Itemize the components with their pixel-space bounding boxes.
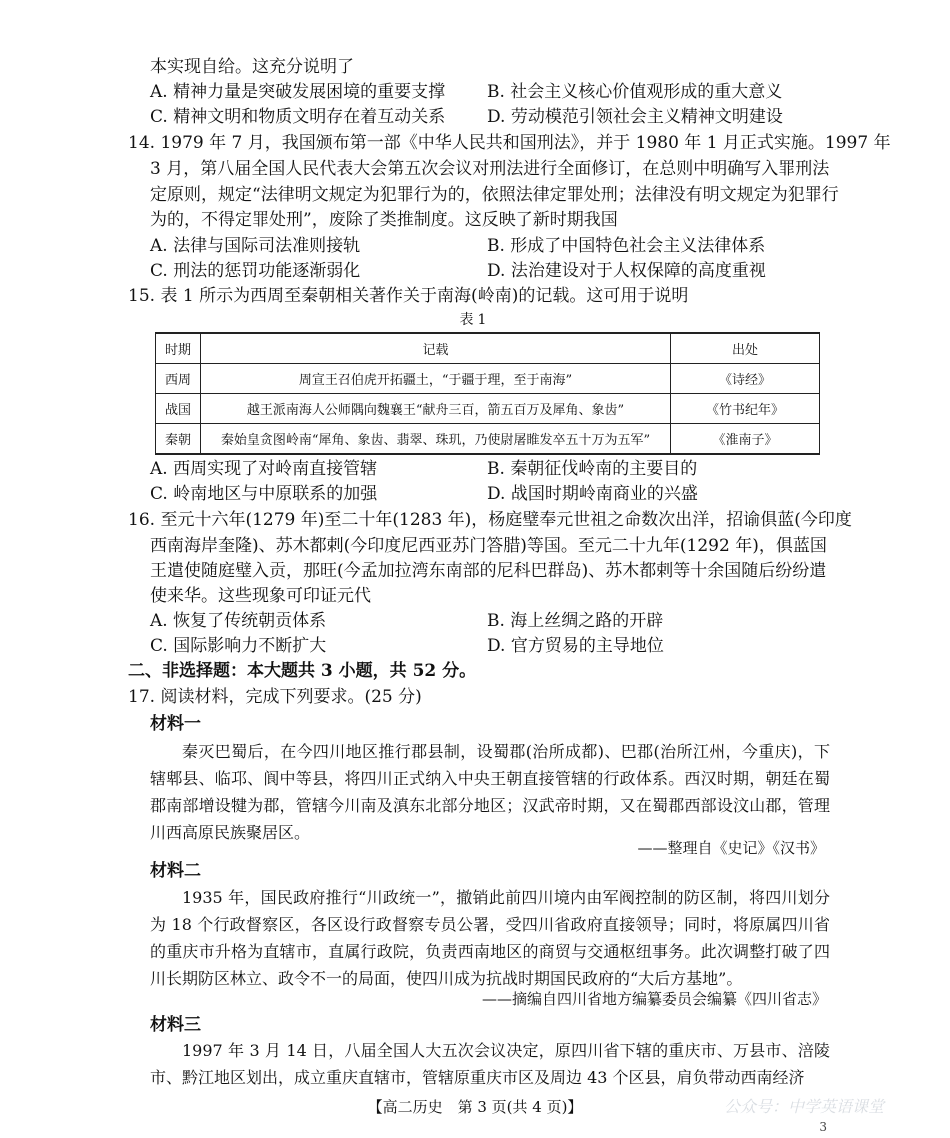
records-table: [155, 332, 820, 455]
q16-option-a: A. 恢复了传统朝贡体系: [150, 611, 327, 631]
page-footer: 【高二历史 第 3 页(共 4 页)】: [367, 1098, 583, 1116]
table-cell: 秦朝: [156, 424, 201, 455]
q15-option-d: D. 战国时期岭南商业的兴盛: [487, 484, 698, 504]
watermark: 公众号：中学英语课堂: [723, 1097, 884, 1116]
q16-stem-line-4: 使来华。这些现象可印证元代: [150, 586, 371, 606]
table-cell: 战国: [156, 394, 201, 424]
table-header-cell: 出处: [671, 333, 820, 364]
q15-option-a: A. 西周实现了对岭南直接管辖: [150, 459, 378, 479]
q14-option-c: C. 刑法的惩罚功能逐渐弱化: [150, 261, 361, 281]
page-number: 3: [819, 1120, 827, 1134]
material-2-source: ——摘编自四川省地方编纂委员会编纂《四川省志》: [481, 990, 827, 1008]
q14-stem-line-1: 14. 1979 年 7 月，我国颁布第一部《中华人民共和国刑法》，并于 1980 年 1 月正式实施。1997 年: [128, 133, 891, 153]
material-1-body: [150, 738, 830, 846]
material-3-text: 1997 年 3 月 14 日，八届全国人大五次会议决定，原四川省下辖的重庆市、万县市、涪陵市、黔江地区划出，成立重庆直辖市，管辖原重庆市区及周边 43 个区县，肩负带动西南经济: [150, 1041, 830, 1087]
material-3-body: [150, 1037, 830, 1091]
material-3-title: 材料三: [150, 1015, 201, 1035]
q15-option-c: C. 岭南地区与中原联系的加强: [150, 484, 378, 504]
table-header-row: [156, 333, 820, 364]
table-cell: 西周: [156, 364, 201, 394]
q13-option-b: B. 社会主义核心价值观形成的重大意义: [487, 82, 783, 102]
table-row: [156, 424, 820, 455]
q13-option-d: D. 劳动模范引领社会主义精神文明建设: [487, 107, 783, 127]
table-cell: 越王派南海人公师隅向魏襄王“献舟三百，箭五百万及犀角、象齿”: [201, 394, 671, 424]
q14-stem-line-2: 3 月，第八届全国人民代表大会第五次会议对刑法进行全面修订，在总则中明确写入罪刑法: [150, 159, 830, 179]
q16-option-b: B. 海上丝绸之路的开辟: [487, 611, 664, 631]
table-caption: 表1: [459, 312, 491, 328]
section-heading: 二、非选择题：本大题共 3 小题，共 52 分。: [128, 661, 477, 681]
material-2-title: 材料二: [150, 861, 201, 881]
table-cell: 《淮南子》: [671, 424, 820, 455]
table-cell: 周宣王召伯虎开拓疆土，“于疆于理，至于南海”: [201, 364, 671, 394]
q13-option-a: A. 精神力量是突破发展困境的重要支撑: [150, 82, 446, 102]
q14-stem-line-4: 为的，不得定罪处刑”，废除了类推制度。这反映了新时期我国: [150, 210, 618, 230]
q14-option-d: D. 法治建设对于人权保障的高度重视: [487, 261, 766, 281]
q13-option-c: C. 精神文明和物质文明存在着互动关系: [150, 107, 446, 127]
table-row: [156, 394, 820, 424]
q16-option-c: C. 国际影响力不断扩大: [150, 636, 327, 656]
material-1-source: ——整理自《史记》《汉书》: [637, 839, 825, 857]
table-cell: 《竹书纪年》: [671, 394, 820, 424]
q14-option-b: B. 形成了中国特色社会主义法律体系: [487, 236, 766, 256]
table-header-cell: 时期: [156, 333, 201, 364]
q15-option-b: B. 秦朝征伐岭南的主要目的: [487, 459, 698, 479]
q14-stem-line-3: 定原则，规定“法律明文规定为犯罪行为的，依照法律定罪处刑；法律没有明文规定为犯罪行: [150, 185, 839, 205]
q14-option-a: A. 法律与国际司法准则接轨: [150, 236, 361, 256]
q16-option-d: D. 官方贸易的主导地位: [487, 636, 664, 656]
q15-stem: 15. 表 1 所示为西周至秦朝相关著作关于南海(岭南)的记载。这可用于说明: [128, 286, 689, 306]
material-2-text: 1935 年，国民政府推行“川政统一”，撤销此前四川境内由军阀控制的防区制，将四川划分为 18 个行政督察区，各区设行政督察专员公署，受四川省政府直接领导；同时，将原属四川省的重庆市升格为直辖市，直属行政院，负责西南地区的商贸与交通枢纽事务。此次调整打破了四川长期防区林立、政令不一的局面，使四川成为抗战时期国民政府的“大后方基地”。: [150, 888, 830, 988]
table-cell: 《诗经》: [671, 364, 820, 394]
q16-stem-line-2: 西南海岸奎隆)、苏木都剌(今印度尼西亚苏门答腊)等国。至元二十九年(1292 年)，俱蓝国: [150, 536, 827, 556]
q17-stem: 17. 阅读材料，完成下列要求。(25 分): [128, 687, 422, 707]
table-row: [156, 364, 820, 394]
q16-stem-line-3: 王遣使随庭璧入贡，那旺(今孟加拉湾东南部的尼科巴群岛)、苏木都剌等十余国随后纷纷遣: [150, 561, 827, 581]
table-header-cell: 记载: [201, 333, 671, 364]
q13-stem-tail: 本实现自给。这充分说明了: [150, 57, 354, 77]
material-1-title: 材料一: [150, 714, 201, 734]
material-2-body: [150, 884, 830, 992]
table-cell: 秦始皇贪图岭南“犀角、象齿、翡翠、珠玑，乃使尉屠睢发卒五十万为五军”: [201, 424, 671, 455]
q16-stem-line-1: 16. 至元十六年(1279 年)至二十年(1283 年)，杨庭璧奉元世祖之命数次出洋，招谕俱蓝(今印度: [128, 510, 852, 530]
material-1-text: 秦灭巴蜀后，在今四川地区推行郡县制，设蜀郡(治所成都)、巴郡(治所江州，今重庆)，下辖郫县、临邛、阆中等县，将四川正式纳入中央王朝直接管辖的行政体系。西汉时期，朝廷在蜀郡南部增设犍为郡，管辖今川南及滇东北部分地区；汉武帝时期，又在蜀郡西部设汶山郡，管理川西高原民族聚居区。: [150, 742, 830, 842]
